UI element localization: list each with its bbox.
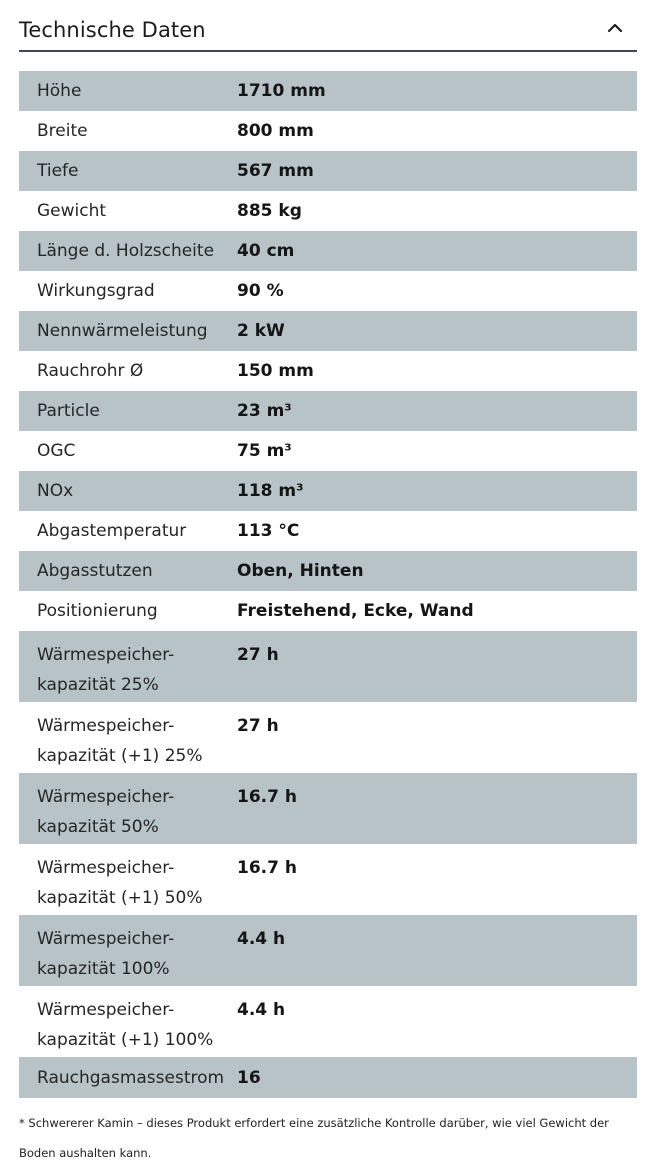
row-label-line: kapazität 50% <box>37 817 159 837</box>
row-value: 23 m³ <box>237 401 292 421</box>
row-value: 4.4 h <box>237 929 286 949</box>
footnote: * Schwererer Kamin – dieses Produkt erfordert eine zusätzliche Kontrolle darüber, wie viel Gewicht der Boden aushalten kann. <box>19 1116 609 1160</box>
table-row <box>19 915 637 986</box>
row-label <box>19 924 219 984</box>
row-value: 4.4 h <box>237 1000 286 1020</box>
table-row <box>19 471 637 511</box>
table-row <box>19 351 637 391</box>
row-value: 118 m³ <box>237 481 304 501</box>
row-label: Gewicht <box>37 201 107 221</box>
row-label-line: kapazität 100% <box>37 959 170 979</box>
table-row <box>19 111 637 151</box>
row-value: Freistehend, Ecke, Wand <box>237 601 474 621</box>
row-label-line: Wärmespeicher- <box>37 858 175 878</box>
row-label <box>19 995 219 1055</box>
row-label-line: Wärmespeicher- <box>37 929 175 949</box>
row-label <box>19 640 219 700</box>
row-label: Abgasstutzen <box>37 561 153 581</box>
table-row <box>19 844 637 915</box>
row-label: Abgastemperatur <box>37 521 187 541</box>
row-value: Oben, Hinten <box>237 561 364 581</box>
row-value: 150 mm <box>237 361 314 381</box>
table-row <box>19 702 637 773</box>
row-value: 1710 mm <box>237 81 326 101</box>
row-label-line: kapazität (+1) 25% <box>37 746 203 766</box>
table-row <box>19 631 637 702</box>
table-row <box>19 1057 637 1098</box>
technical-data-table <box>19 71 637 1098</box>
table-row <box>19 151 637 191</box>
row-value: 40 cm <box>237 241 295 261</box>
row-label: Breite <box>37 121 88 141</box>
row-label: NOx <box>37 481 74 501</box>
row-value: 27 h <box>237 645 279 665</box>
row-label-line: Wärmespeicher- <box>37 787 175 807</box>
row-value: 90 % <box>237 281 284 301</box>
table-row <box>19 191 637 231</box>
row-value: 16.7 h <box>237 787 297 807</box>
table-row <box>19 986 637 1057</box>
row-value: 16.7 h <box>237 858 297 878</box>
row-value: 885 kg <box>237 201 302 221</box>
row-label <box>19 853 219 913</box>
row-label <box>19 711 219 771</box>
table-row <box>19 511 637 551</box>
row-label-line: Wärmespeicher- <box>37 1000 175 1020</box>
row-value: 2 kW <box>237 321 285 341</box>
row-label: Tiefe <box>37 161 79 181</box>
row-label-line: kapazität 25% <box>37 675 159 695</box>
row-label: Rauchgasmassestrom <box>37 1067 225 1088</box>
table-row <box>19 391 637 431</box>
row-value: 113 °C <box>237 521 300 541</box>
row-label: Positionierung <box>37 601 158 621</box>
table-row <box>19 271 637 311</box>
row-value: 75 m³ <box>237 441 292 461</box>
table-row <box>19 551 637 591</box>
row-value: 27 h <box>237 716 279 736</box>
row-label: Höhe <box>37 81 82 101</box>
table-row <box>19 591 637 631</box>
table-row <box>19 431 637 471</box>
row-label: Particle <box>37 401 100 421</box>
row-label-line: Wärmespeicher- <box>37 716 175 736</box>
chevron-up-icon[interactable] <box>601 14 629 42</box>
table-row <box>19 773 637 844</box>
row-label: Länge d. Holzscheite <box>37 241 215 261</box>
row-label-line: Wärmespeicher- <box>37 645 175 665</box>
section-header[interactable] <box>19 0 637 52</box>
section-title: Technische Daten <box>19 18 206 42</box>
table-row <box>19 311 637 351</box>
table-row <box>19 231 637 271</box>
row-value: 16 <box>237 1067 261 1088</box>
row-label-line: kapazität (+1) 100% <box>37 1030 214 1050</box>
row-label: Rauchrohr Ø <box>37 361 144 381</box>
row-label: OGC <box>37 441 76 461</box>
row-value: 800 mm <box>237 121 314 141</box>
row-label: Nennwärmeleistung <box>37 321 208 341</box>
table-row <box>19 71 637 111</box>
row-label <box>19 782 219 842</box>
row-value: 567 mm <box>237 161 314 181</box>
row-label: Wirkungsgrad <box>37 281 155 301</box>
row-label-line: kapazität (+1) 50% <box>37 888 203 908</box>
